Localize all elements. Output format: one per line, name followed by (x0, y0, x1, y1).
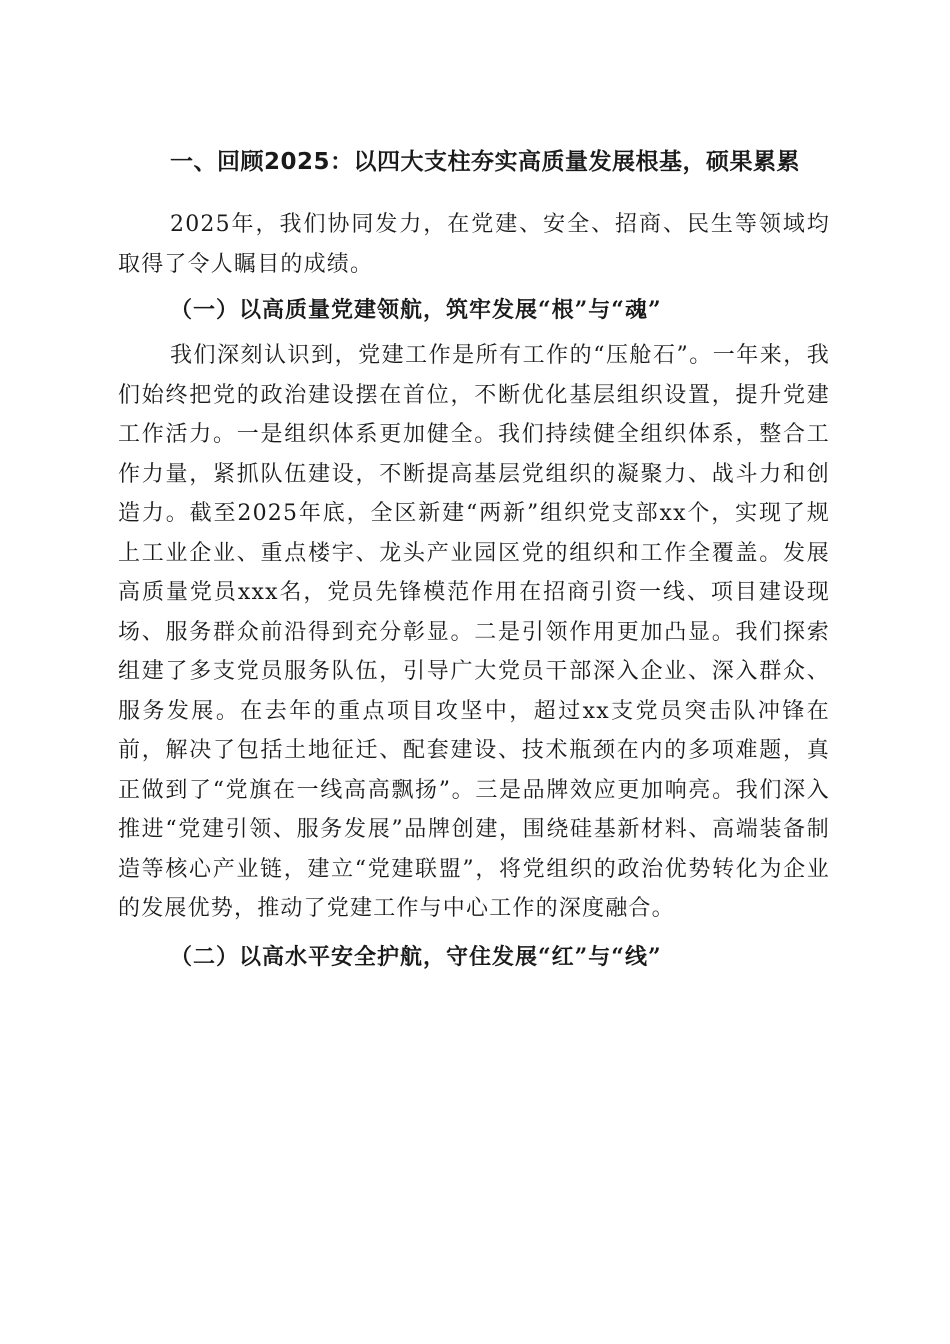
document-page (118, 145, 830, 977)
subsection-heading-2: （二）以高水平安全护航，守住发展“红”与“线” (170, 943, 662, 970)
subsection-body-1: 我们深刻认识到，党建工作是所有工作的“压舱石”。一年来，我们始终把党的政治建设摆在首位，不断优化基层组织设置，提升党建工作活力。一是组织体系更加健全。我们持续健全组织体系，整合工作力量，紧抓队伍建设，不断提高基层党组织的凝聚力、战斗力和创造力。截至2025年底，全区新建“两新”组织党支部xx个，实现了规上工业企业、重点楼宇、龙头产业园区党的组织和工作全覆盖。发展高质量党员xxx名，党员先锋模范作用在招商引资一线、项目建设现场、服务群众前沿得到充分彰显。二是引领作用更加凸显。我们探索组建了多支党员服务队伍，引导广大党员干部深入企业、深入群众、服务发展。在去年的重点项目攻坚中，超过xx支党员突击队冲锋在前，解决了包括土地征迁、配套建设、技术瓶颈在内的多项难题，真正做到了“党旗在一线高高飘扬”。三是品牌效应更加响亮。我们深入推进“党建引领、服务发展”品牌创建，围绕硅基新材料、高端装备制造等核心产业链，建立“党建联盟”，将党组织的政治优势转化为企业的发展优势，推动了党建工作与中心工作的深度融合。 (118, 343, 830, 921)
subsection-heading-1: （一）以高质量党建领航，筑牢发展“根”与“魂” (170, 297, 662, 323)
intro-paragraph: 2025年，我们协同发力，在党建、安全、招商、民生等领域均取得了令人瞩目的成绩。 (118, 212, 830, 277)
section-heading: 一、回顾2025：以四大支柱夯实高质量发展根基，硕果累累 (170, 149, 801, 175)
